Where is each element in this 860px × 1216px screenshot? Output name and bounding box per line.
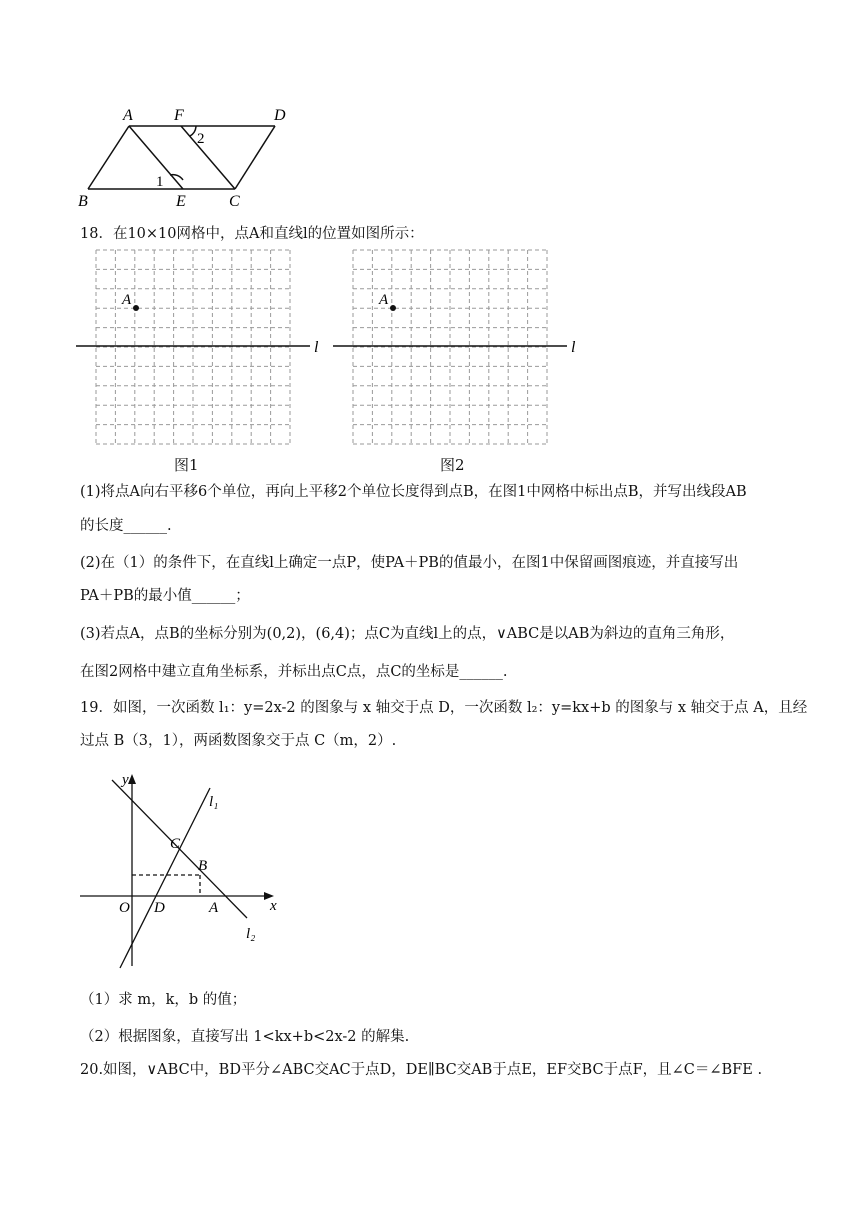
- fig17-parallelogram: [70, 100, 300, 215]
- q18-grid-figure-2: [333, 248, 583, 448]
- q19-label-l1: l₁: [209, 794, 219, 810]
- q19-label-d: D: [154, 900, 165, 916]
- fig17-label-b: B: [78, 193, 88, 210]
- q19-label-b: B: [198, 858, 208, 874]
- q19-label-o: O: [119, 900, 130, 916]
- fig17-label-c: C: [229, 193, 240, 210]
- q19-label-y: y: [122, 772, 129, 788]
- q19-line1: 19．如图，一次函数 l₁：y=2x-2 的图象与 x 轴交于点 D，一次函数 l₂：y=kx+b 的图象与 x 轴交于点 A，且经: [80, 700, 808, 716]
- q18-part1-line2: 的长度______.: [80, 518, 172, 534]
- q19-label-a: A: [209, 900, 219, 916]
- fig17-angle-1: 1: [156, 174, 164, 190]
- q18-line-label-1: l: [314, 339, 319, 356]
- q18-line-label-2: l: [571, 339, 576, 356]
- fig17-label-f: F: [174, 107, 184, 124]
- q18-part3-line1: (3)若点A，点B的坐标分别为(0,2)，(6,4)；点C为直线l上的点，∨ABC是以AB为斜边的直角三角形，: [80, 626, 735, 642]
- q19-line2: 过点 B（3，1），两函数图象交于点 C（m，2）.: [80, 733, 397, 749]
- q18-grid-figure-1: [76, 248, 326, 448]
- fig17-label-a: A: [123, 107, 133, 124]
- q18-part2-line1: (2)在（1）的条件下，在直线l上确定一点P，使PA＋PB的值最小，在图1中保留画图痕迹，并直接写出: [80, 555, 739, 571]
- q20-line1: 20.如图，∨ABC中，BD平分∠ABC交AC于点D，DE∥BC交AB于点E，EF交BC于点F，且∠C＝∠BFE .: [80, 1062, 763, 1078]
- q18-caption-2: 图2: [440, 456, 465, 474]
- q18-caption-1: 图1: [174, 456, 199, 474]
- q19-label-c: C: [170, 836, 181, 852]
- q18-point-a-label-1: A: [122, 292, 132, 308]
- q18-point-a-label-2: A: [379, 292, 389, 308]
- q19-label-l2: l₂: [246, 926, 256, 942]
- fig17-label-d: D: [274, 107, 286, 124]
- q18-part1-line1: (1)将点A向右平移6个单位，再向上平移2个单位长度得到点B，在图1中网格中标出点B，并写出线段AB: [80, 484, 747, 500]
- fig17-label-e: E: [176, 193, 186, 210]
- q19-graph: [76, 766, 291, 976]
- q18-part3-line2: 在图2网格中建立直角坐标系，并标出点C点，点C的坐标是______.: [80, 664, 508, 680]
- q18-point-a-1: [133, 305, 139, 311]
- q18-part2-line2: PA＋PB的最小值______；: [80, 588, 250, 604]
- q19-sub1: （1）求 m，k，b 的值；: [80, 992, 247, 1008]
- q19-label-x: x: [270, 898, 277, 914]
- q18-point-a-2: [390, 305, 396, 311]
- q19-sub2: （2）根据图象，直接写出 1<kx+b<2x-2 的解集.: [80, 1029, 410, 1045]
- fig17-angle-2: 2: [197, 131, 205, 147]
- q18-stem: 18．在10×10网格中，点A和直线l的位置如图所示：: [80, 226, 424, 242]
